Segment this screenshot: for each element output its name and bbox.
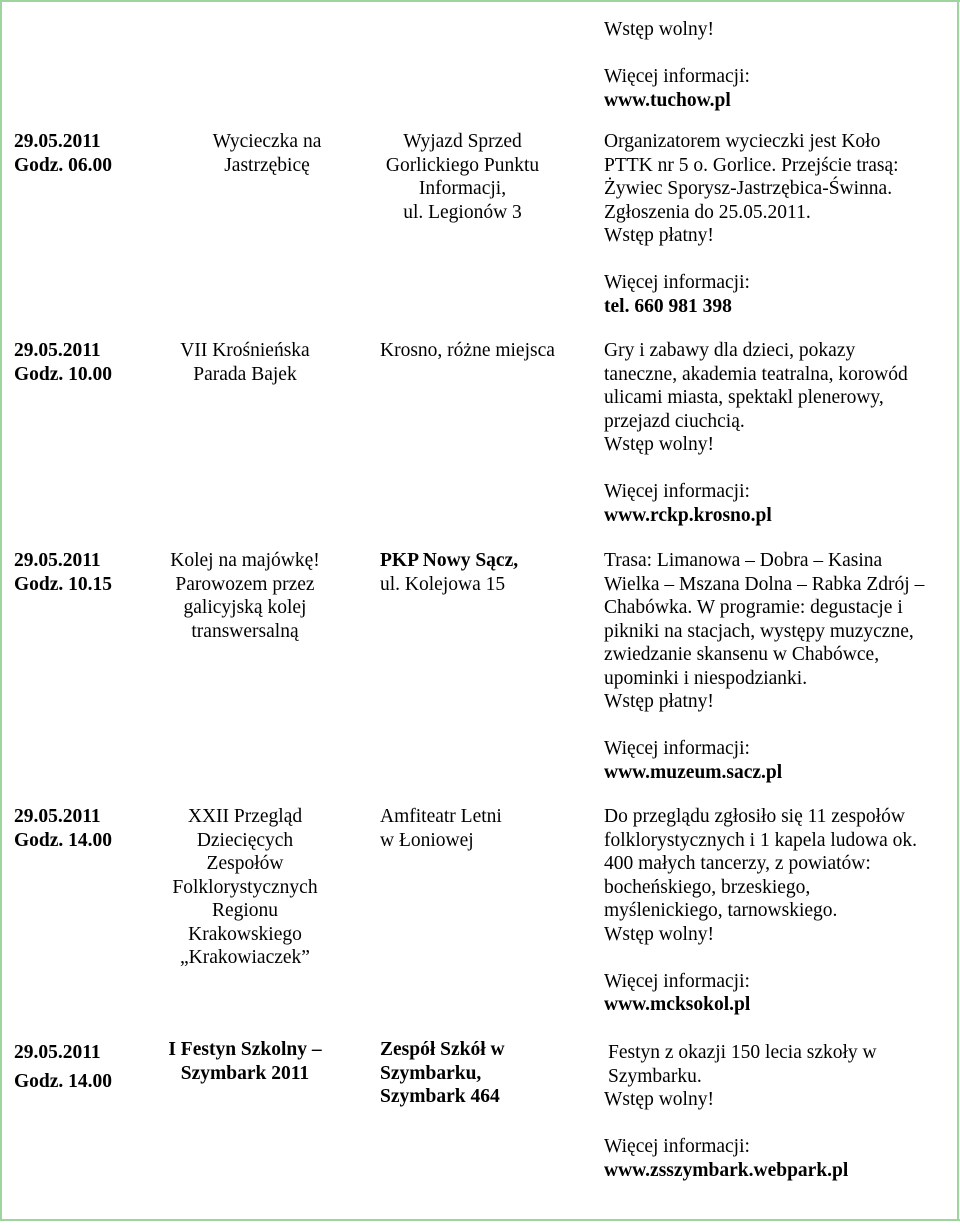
- event-desc-line: 400 małych tancerzy, z powiatów:: [604, 853, 871, 874]
- event-desc-line: myślenickiego, tarnowskiego.: [604, 900, 838, 921]
- event-title-line: Szymbark 2011: [180, 1062, 310, 1084]
- event-title-line: Kolej na majówkę!: [170, 550, 320, 571]
- event-place-line: Szymbarku,: [380, 1062, 482, 1084]
- event-title-line: I Festyn Szkolny –: [168, 1039, 322, 1060]
- event-title-line: Zespołów: [206, 853, 284, 874]
- event-date: 29.05.2011: [14, 1042, 101, 1063]
- event-title-line: „Krakowiaczek”: [180, 947, 310, 968]
- event-desc-line: Zgłoszenia do 25.05.2011.: [604, 201, 811, 223]
- table-border-top: [0, 0, 960, 2]
- event-title-line: Wycieczka na: [212, 131, 322, 152]
- event-title-line: transwersalną: [191, 620, 299, 642]
- event-title-line: Parada Bajek: [193, 363, 297, 385]
- event-title-line: Parowozem przez: [175, 573, 315, 595]
- event-place-cell: [380, 1038, 595, 1109]
- event-info-cell: [604, 549, 949, 784]
- event-date: 29.05.2011: [14, 340, 101, 361]
- event-date-cell: [14, 549, 144, 596]
- entry-text: Wstęp płatny!: [604, 225, 714, 246]
- more-info-link[interactable]: tel. 660 981 398: [604, 295, 732, 317]
- event-time: Godz. 06.00: [14, 154, 113, 176]
- event-desc-line: pikniki na stacjach, występy muzyczne,: [604, 620, 914, 642]
- event-place-line: ul. Kolejowa 15: [380, 573, 506, 595]
- event-place-cell: [380, 549, 595, 596]
- event-title-line: VII Krośnieńska: [180, 340, 310, 361]
- event-desc-line: przejazd ciuchcią.: [604, 410, 745, 432]
- event-place-line: Amfiteatr Letni: [380, 806, 502, 827]
- event-desc-line: Chabówka. W programie: degustacje i: [604, 597, 903, 618]
- more-info-label: Więcej informacji:: [604, 272, 750, 293]
- more-info-label: Więcej informacji:: [604, 66, 750, 87]
- event-place-cell: [380, 339, 595, 363]
- event-time: Godz. 14.00: [14, 829, 113, 851]
- event-desc-line: PTTK nr 5 o. Gorlice. Przejście trasą:: [604, 154, 899, 176]
- more-info-label: Więcej informacji:: [604, 1136, 750, 1157]
- event-title-line: XXII Przegląd: [187, 806, 303, 827]
- entry-text: Wstęp płatny!: [604, 691, 714, 712]
- event-place-line: Szymbark 464: [380, 1086, 500, 1107]
- more-info-link[interactable]: www.mcksokol.pl: [604, 994, 751, 1015]
- more-info-label: Więcej informacji:: [604, 481, 750, 502]
- event-desc-line: folklorystycznych i 1 kapela ludowa ok.: [604, 829, 917, 851]
- more-info-link[interactable]: www.zsszymbark.webpark.pl: [604, 1159, 849, 1181]
- entry-text: Wstęp wolny!: [604, 923, 714, 945]
- event-place-cell: [380, 805, 595, 852]
- event-desc-line: Trasa: Limanowa – Dobra – Kasina: [604, 550, 883, 571]
- table-border-left: [0, 0, 2, 1221]
- entry-text: Wstęp wolny!: [604, 434, 714, 455]
- event-date: 29.05.2011: [14, 550, 101, 571]
- event-desc-line: Żywiec Sporysz-Jastrzębica-Świnna.: [604, 178, 893, 199]
- event-date-cell: [14, 805, 144, 852]
- event-date-cell: [14, 130, 144, 177]
- event-title-line: Krakowskiego: [188, 923, 302, 945]
- event-desc-line: Wielka – Mszana Dolna – Rabka Zdrój –: [604, 573, 925, 595]
- event-time: Godz. 14.00: [14, 1070, 113, 1092]
- event-place-line: ul. Legionów 3: [403, 201, 522, 223]
- more-info-label: Więcej informacji:: [604, 738, 750, 759]
- event-place-line: Informacji,: [418, 178, 507, 199]
- event-info-cell: [604, 130, 949, 318]
- event-desc-line: Gry i zabawy dla dzieci, pokazy: [604, 340, 856, 361]
- event-date: 29.05.2011: [14, 131, 101, 152]
- event-time: Godz. 10.00: [14, 363, 113, 385]
- more-info-link[interactable]: www.tuchow.pl: [604, 89, 731, 111]
- event-desc-line: bocheńskiego, brzeskiego,: [604, 876, 811, 898]
- event-place-line: Krosno, różne miejsca: [380, 340, 555, 361]
- partial-row-info: [604, 18, 949, 112]
- event-place-line: w Łoniowej: [380, 829, 474, 851]
- event-desc-line: Organizatorem wycieczki jest Koło: [604, 131, 881, 152]
- table-border-bottom: [0, 1219, 960, 1221]
- entry-text: Wstęp wolny!: [604, 19, 714, 40]
- event-date: 29.05.2011: [14, 806, 101, 827]
- event-title-line: Regionu: [211, 900, 279, 921]
- event-place-line: Zespół Szkół w: [380, 1039, 505, 1060]
- event-place-cell: [355, 130, 570, 224]
- event-title-line: Folklorystycznych: [172, 876, 318, 898]
- event-info-cell: [604, 1041, 949, 1182]
- event-desc-line: Do przeglądu zgłosiło się 11 zespołów: [604, 806, 905, 827]
- event-title-cell: [150, 805, 340, 970]
- event-desc-line: upominki i niespodzianki.: [604, 667, 808, 689]
- event-title-line: galicyjską kolej: [183, 597, 307, 618]
- event-desc-line: zwiedzanie skansenu w Chabówce,: [604, 644, 880, 665]
- event-title-cell: [150, 339, 340, 386]
- event-place-line: PKP Nowy Sącz,: [380, 550, 519, 571]
- table-border-right: [957, 0, 959, 1221]
- event-desc-line: ulicami miasta, spektakl plenerowy,: [604, 387, 884, 408]
- event-date-cell: [14, 1041, 144, 1093]
- event-title-cell: [172, 130, 362, 177]
- event-desc-line: Szymbarku.: [608, 1065, 702, 1087]
- entry-text: Wstęp wolny!: [604, 1089, 714, 1110]
- event-title-line: Jastrzębicę: [224, 154, 310, 176]
- event-title-line: Dziecięcych: [196, 829, 294, 851]
- more-info-label: Więcej informacji:: [604, 970, 750, 992]
- event-desc-line: Festyn z okazji 150 lecia szkoły w: [608, 1042, 877, 1063]
- event-info-cell: [604, 805, 949, 1017]
- event-time: Godz. 10.15: [14, 573, 113, 595]
- event-info-cell: [604, 339, 949, 527]
- event-title-cell: [150, 549, 340, 643]
- more-info-link[interactable]: www.rckp.krosno.pl: [604, 504, 772, 526]
- event-title-cell: [150, 1038, 340, 1085]
- event-place-line: Gorlickiego Punktu: [385, 154, 540, 176]
- event-date-cell: [14, 339, 144, 386]
- event-desc-line: taneczne, akademia teatralna, korowód: [604, 363, 908, 385]
- more-info-link[interactable]: www.muzeum.sacz.pl: [604, 761, 783, 783]
- event-place-line: Wyjazd Sprzed: [403, 131, 522, 152]
